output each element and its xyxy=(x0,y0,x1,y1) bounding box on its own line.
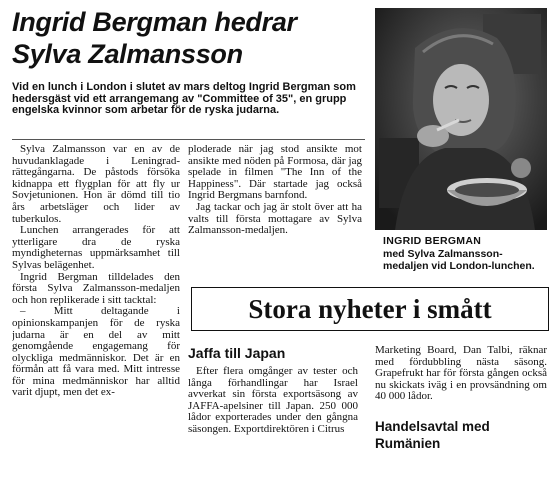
paragraph: – Mitt deltagande i opinionskampanjen för de ryska judarna är en del av mitt genomgående engagemang för olyckliga medmänniskor. Det är en förmån att få vara med. Mitt intresse för mina medmänniskor har alltid varit djupt, men det ex- xyxy=(12,305,180,399)
paragraph: Efter flera omgånger av tester och långa förhandlingar har Israel avverkat sin första exportsäsong av JAFFA-apelsiner till Japan. 250 000 lådor exporterades under den gångna säsongen. Exportdirektören i Citrus xyxy=(188,365,358,435)
paragraph: Sylva Zalmansson var en av de huvudanklagade i Leningrad-rättegångarna. De påstods försöka kidnappa ett flygplan för att fly ur Sovjetunionen. Hon är dömd till tio års arbetsläger och lider av tuberkulos. xyxy=(12,144,180,225)
article-lead: Vid en lunch i London i slutet av mars deltog Ingrid Bergman som hedersgäst vid ett arrangemang av "Committee of 35", en grupp engelska kvinnor som arbetar för de ryska judarna. xyxy=(12,81,356,117)
paragraph: Lunchen arrangerades för att ytterligare dra de ryska myndigheternas uppmärksamhet till Sylvas belägenhet. xyxy=(12,224,180,271)
section-title: Stora nyheter i smått xyxy=(248,293,492,324)
photo-caption xyxy=(383,235,543,273)
photo-illustration xyxy=(375,8,547,230)
article-headline: Ingrid Bergman hedrar Sylva Zalmansson xyxy=(12,7,297,69)
jaffa-headline: Jaffa till Japan xyxy=(188,345,286,361)
caption-text: med Sylva Zalmansson-medaljen vid London-lunchen. xyxy=(383,247,535,272)
paragraph: Ingrid Bergman tilldelades den första Sylva Zalmansson-medaljen och hon replikerade i sitt tacktal: xyxy=(12,270,180,306)
jaffa-body xyxy=(188,366,358,436)
article-column-2 xyxy=(188,144,362,237)
article-column-1 xyxy=(12,144,180,480)
caption-name: INGRID BERGMAN xyxy=(383,235,482,247)
paragraph: Jag tackar och jag är stolt över att ha valts till första mottagare av Sylva Zalmansson-medaljen. xyxy=(188,200,362,237)
section-title-box xyxy=(191,287,549,331)
divider xyxy=(12,139,365,140)
handel-headline: Handelsavtal med Rumänien xyxy=(375,419,490,451)
paragraph: ploderade när jag stod ansikte mot ansikte med nöden på Formosa, där jag spelade in filmen "The Inn of the Happiness". Där startade jag också Ingrid Bergmans barnfond. xyxy=(188,143,362,202)
article-photo xyxy=(375,8,547,230)
paragraph: Marketing Board, Dan Talbi, räknar med fördubbling nästa säsong. Grapefrukt har för första gången också nu skickats iväg i en provsändning om 40 000 lådor. xyxy=(375,344,547,403)
jaffa-continued xyxy=(375,345,547,403)
